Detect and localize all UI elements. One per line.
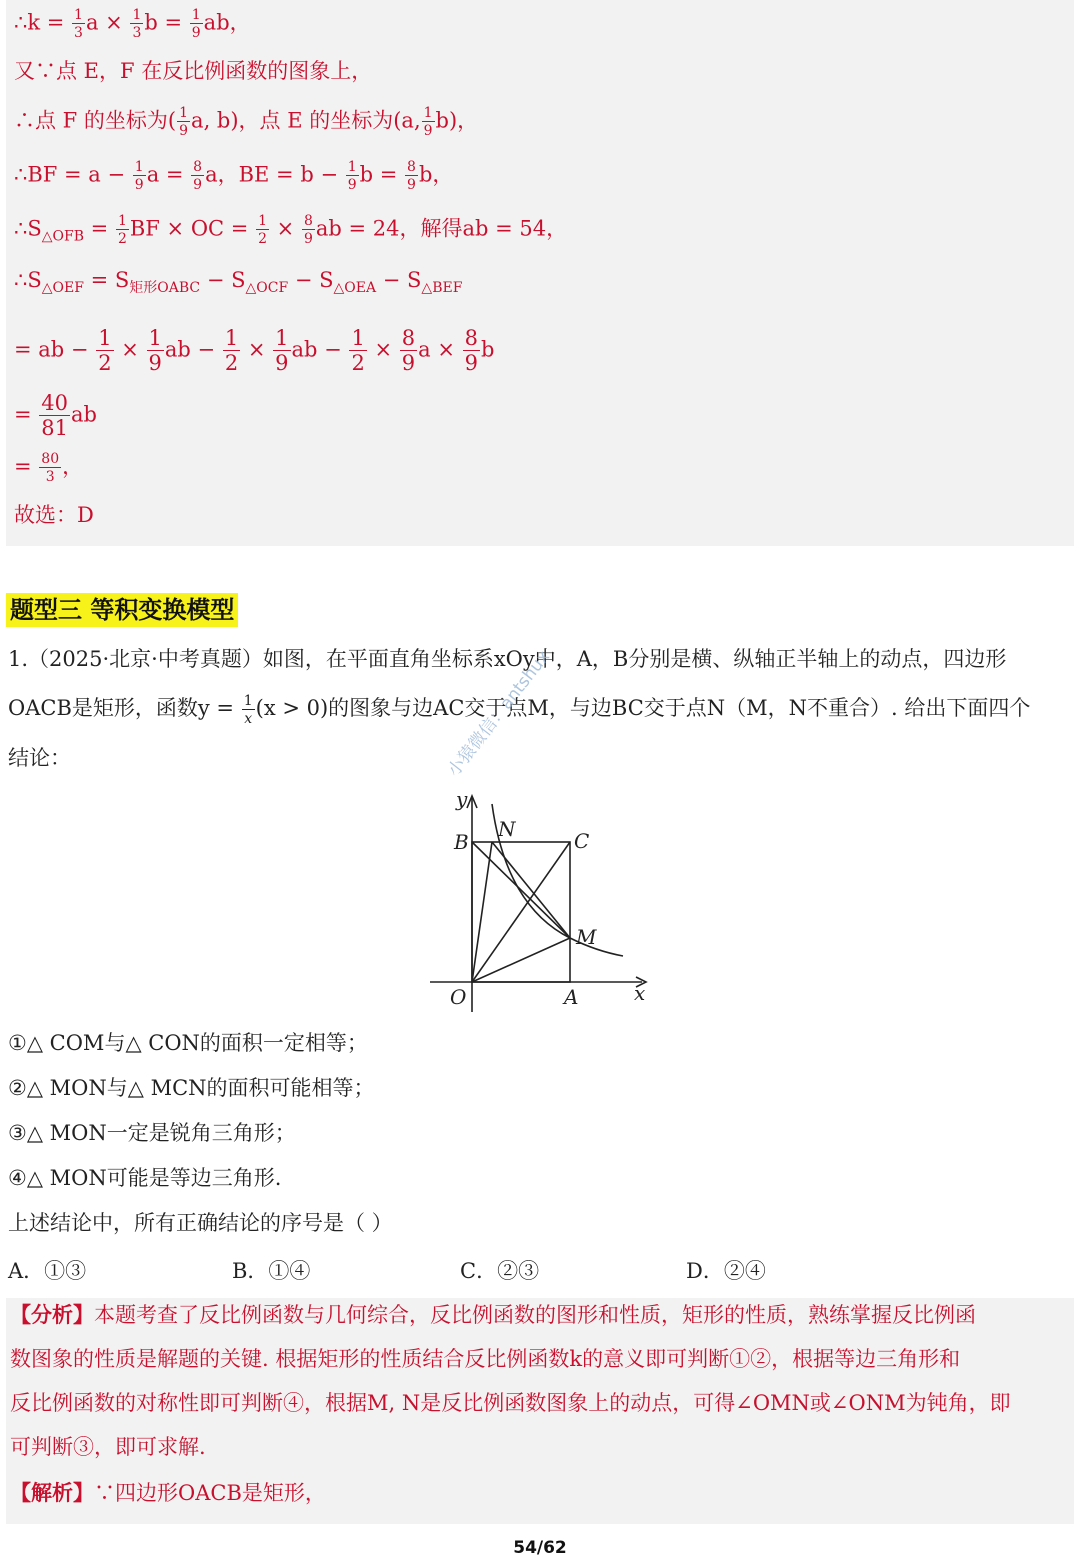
- question-line-3: 结论：: [8, 746, 71, 770]
- label-x: x: [634, 981, 646, 1005]
- page-number: 54/62: [513, 1538, 567, 1558]
- solution-line-7: = ab − $\frac{1}{2}$ × $\frac{1}{9}$ ab − $\frac{1}{2}$ × $\frac{1}{9}$ ab − $\frac{1}{2}$ × $\frac{8}{9}$ a × $\frac{8}{9}$ b: [14, 326, 495, 375]
- analysis-line-3: 反比例函数的对称性即可判断④，根据M, N是反比例函数图象上的动点，可得∠OMN或∠ONM为钝角，即: [10, 1391, 1011, 1415]
- solution-line-9: = $\frac{80}{3}$ ，: [14, 451, 84, 485]
- question-ask: 上述结论中，所有正确结论的序号是（ ）: [8, 1211, 393, 1235]
- option-a[interactable]: A．①③: [8, 1259, 87, 1283]
- segment-on: [472, 842, 492, 982]
- option-b[interactable]: B．①④: [232, 1259, 311, 1283]
- diagonal-bm: [472, 842, 570, 938]
- option-d[interactable]: D．②④: [686, 1259, 766, 1283]
- analysis-line-4: 可判断③，即可求解.: [10, 1435, 206, 1459]
- question-line-1: 1.（2025·北京·中考真题）如图，在平面直角坐标系xOy中，A，B分别是横、纵轴正半轴上的动点，四边形: [8, 647, 1007, 671]
- solution-line-2: 又∵点 E，F 在反比例函数的图象上，: [14, 59, 373, 83]
- label-c: C: [574, 829, 590, 853]
- solution-box: [6, 0, 1074, 546]
- analysis-line-5: 【解析】∵四边形OACB是矩形，: [10, 1480, 326, 1505]
- conclusion-4: ④△ MON可能是等边三角形.: [8, 1166, 282, 1190]
- analysis-line-2: 数图象的性质是解题的关键. 根据矩形的性质结合反比例函数k的意义即可判断①②，根据等边三角形和: [10, 1347, 961, 1371]
- option-c[interactable]: C．②③: [460, 1259, 540, 1283]
- label-a: A: [564, 985, 579, 1009]
- section-heading: 题型三 等积变换模型: [6, 593, 238, 627]
- diagonal-oc: [472, 842, 570, 982]
- label-m: M: [576, 925, 597, 949]
- conclusion-2: ②△ MON与△ MCN的面积可能相等；: [8, 1076, 375, 1100]
- solution-line-10: 故选：D: [14, 503, 94, 527]
- solution-line-5: $\therefore S_{\triangle OFB}$ = $\frac{1}{2}$ BF × OC = $\frac{1}{2}$ × $\frac{8}{9}$ ab = 24，解得ab = 54，: [14, 213, 568, 247]
- label-o: O: [450, 985, 467, 1009]
- label-y: y: [456, 787, 468, 811]
- solution-line-8: = $\frac{40}{81}$ ab: [14, 391, 97, 440]
- solution-line-6: $\therefore S_{\triangle OEF} = S_{矩形OABC} - S_{\triangle OCF} - S_{\triangle OEA} - S_{\triangle BEF}$: [14, 268, 463, 297]
- solution-line-3: ∴点 F 的坐标为( $\frac{1}{9}$ a, b)，点 E 的坐标为(a, $\frac{1}{9}$ b)，: [14, 105, 479, 139]
- analysis-box: [6, 1298, 1074, 1524]
- label-n: N: [498, 817, 516, 841]
- conclusion-1: ①△ COM与△ CON的面积一定相等；: [8, 1031, 368, 1055]
- label-b: B: [454, 830, 469, 854]
- question-line-2: OACB是矩形，函数y = $\frac{1}{x}$ (x > 0)的图象与边AC交于点M，与边BC交于点N（M，N不重合）. 给出下面四个: [8, 692, 1031, 727]
- watermark: 小猿微信：antshux: [443, 647, 555, 781]
- coordinate-figure: [420, 786, 660, 1016]
- conclusion-3: ③△ MON一定是锐角三角形；: [8, 1121, 296, 1145]
- solution-line-1: ∴k = $\frac{1}{3}$ a × $\frac{1}{3}$ b = $\frac{1}{9}$ ab，: [14, 7, 251, 41]
- solution-line-4: ∴BF = a − $\frac{1}{9}$ a = $\frac{8}{9}$ a，BE = b − $\frac{1}{9}$ b = $\frac{8}{9}$ b，: [14, 159, 454, 193]
- analysis-line-1: 【分析】本题考查了反比例函数与几何综合，反比例函数的图形和性质，矩形的性质，熟练掌握反比例函: [10, 1302, 976, 1327]
